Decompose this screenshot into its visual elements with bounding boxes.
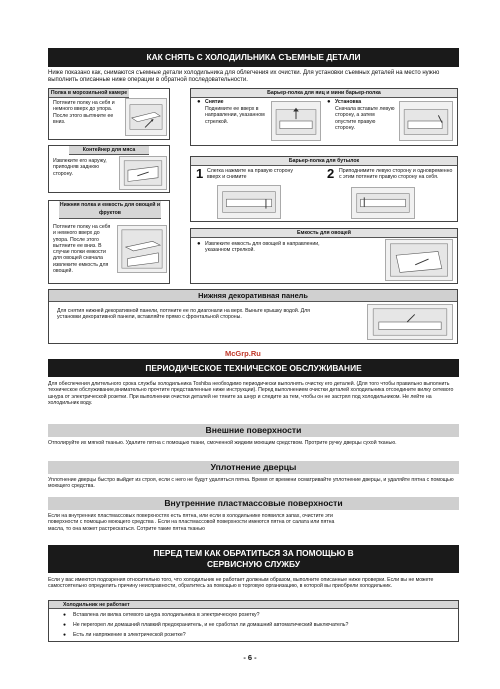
checklist-box bbox=[48, 600, 459, 642]
bottle-rack-step-2-illustration bbox=[351, 187, 415, 219]
lower-shelf-illustration bbox=[117, 225, 167, 273]
lower-panel-text: Для снятия нижней декоративной панели, потяните ее по диагонали на верх. Выньте крышку водой. Для установки декоративной панели, вставляйте прямо с фронтальной стороны. bbox=[57, 308, 310, 321]
egg-rack-removal-title: Снятие bbox=[205, 99, 224, 105]
bottle-rack-step-2-text: Приподнимите левую сторону и одновременно с этим потяните правую сторону на себя. bbox=[339, 168, 453, 181]
plastic-surfaces-text: Если на внутренних пластмассовых поверхностях есть пятна, или если в холодильнике появился запах, очистите эти поверхности с помощью моющего средства . Если на пластмассовой поверхности имеются пятна от салата или пятна масла, то она может растрескаться. Сотрите такие пятна тканью bbox=[48, 513, 335, 532]
checklist-item-2: Не перегорел ли домашний плавкий предохранитель, и не сработал ли домашний автоматический выключатель? bbox=[73, 622, 349, 628]
egg-rack-install-title: Установка bbox=[335, 99, 362, 105]
lower-shelf-text: Потяните полку на себя и немного вверх до упора. После этого вытяните ее вниз. В случае полки емкости для овощей сначала извлеките емкость для овощей. bbox=[53, 224, 111, 275]
door-seal-text: Уплотнение дверцы быстро выйдет из строя, если с него не будут удаляться пятна. Время от времени осматривайте уплотнение дверцы, и удаляйте пятна с помощью моющего средства. bbox=[48, 477, 454, 490]
bottle-rack-step-1-illustration bbox=[217, 185, 281, 219]
section-title-maintenance: ПЕРИОДИЧЕСКОЕ ТЕХНИЧЕСКОЕ ОБСЛУЖИВАНИЕ bbox=[48, 359, 459, 377]
checklist-bullet-3: ● bbox=[63, 632, 67, 638]
freezer-shelf-header: Полка в морозильной камере bbox=[50, 90, 128, 96]
checklist-item-3: Есть ли напряжение в электрической розетке? bbox=[73, 632, 186, 638]
checklist-item-1: Вставлена ли вилка сетевого шнура холодильника в электрическую розетку? bbox=[73, 612, 260, 618]
lower-panel-header: Нижняя декоративная панель bbox=[49, 290, 457, 302]
checklist-bullet-1: ● bbox=[63, 612, 67, 618]
lower-panel-box bbox=[48, 289, 458, 344]
egg-rack-removal-text: Поднимите ее вверх в направлении, указанном стрелкой. bbox=[205, 106, 265, 125]
veg-box-text: Извлеките емкость для овощей в направлении, указанном стрелкой. bbox=[205, 241, 320, 254]
watermark: McGrp.Ru bbox=[225, 349, 261, 358]
bottle-rack-step-2-number: 2 bbox=[327, 166, 335, 181]
outer-surfaces-text: Отполируйте их мягкой тканью. Удалите пятна с помощью ткани, смоченной жидким моющим средством. Протрите ручку дверцы сухой тканью. bbox=[48, 440, 397, 446]
egg-rack-bullet-2: ● bbox=[327, 99, 331, 105]
intro-text: Ниже показано как, снимаются съемные детали холодильника для облегчения их очистки. Для установки съемных деталей на место нужно выполнить описанные ниже операции в обратной последовательности. bbox=[48, 70, 440, 83]
door-seal-heading: Уплотнение дверцы bbox=[48, 461, 459, 474]
meat-container-header: Контейнер для мяса bbox=[69, 146, 149, 155]
checklist-title: Холодильник не работает bbox=[49, 601, 458, 609]
egg-rack-bullet-1: ● bbox=[197, 99, 201, 105]
egg-rack-removal-illustration bbox=[271, 101, 321, 141]
bottle-rack-step-1-number: 1 bbox=[196, 166, 204, 181]
veg-box-bullet: ● bbox=[197, 241, 201, 247]
lower-panel-illustration bbox=[367, 304, 453, 340]
meat-container-text: Извлеките его наружу, приподняв заднюю сторону. bbox=[53, 158, 107, 177]
lower-shelf-header: Нижняя полка и емкость для овощей и фруктов bbox=[59, 201, 161, 219]
section-title-service-line-1: ПЕРЕД ТЕМ КАК ОБРАТИТЬСЯ ЗА ПОМОЩЬЮ В bbox=[153, 548, 354, 558]
freezer-shelf-illustration bbox=[125, 98, 167, 136]
egg-rack-box bbox=[190, 88, 458, 146]
page-number: - 6 - bbox=[243, 653, 257, 662]
meat-container-illustration bbox=[119, 156, 167, 190]
section-title-service bbox=[48, 545, 459, 573]
freezer-shelf-text: Потяните полку на себя и немного вверх до упора. После этого вытяните ее вниз. bbox=[53, 100, 115, 125]
freezer-shelf-box bbox=[48, 88, 170, 140]
veg-box-box bbox=[190, 228, 458, 284]
meat-container-box bbox=[48, 145, 170, 193]
outer-surfaces-heading: Внешние поверхности bbox=[48, 424, 459, 437]
lower-shelf-box bbox=[48, 200, 170, 284]
section-title-removable-parts: КАК СНЯТЬ С ХОЛОДИЛЬНИКА СЪЕМНЫЕ ДЕТАЛИ bbox=[48, 48, 459, 67]
section-title-service-line-2: СЕРВИСНУЮ СЛУЖБУ bbox=[206, 559, 301, 569]
bottle-rack-box bbox=[190, 156, 458, 222]
bottle-rack-step-1-text: Слегка нажмите на правую сторону вверх и снимите bbox=[207, 168, 293, 181]
egg-rack-header: Барьер-полка для яиц и мини барьер-полка bbox=[191, 89, 457, 98]
checklist-bullet-2: ● bbox=[63, 622, 67, 628]
egg-rack-install-illustration bbox=[399, 101, 453, 141]
service-text: Если у вас имеются подозрения относительно того, что холодильник не работает должным образом, выполните описанные ниже проверки. Если вы не можете самостоятельно определить причину неисправности, обратитесь за помощью в торговую организацию, в которой вы приобрели холодильник. bbox=[48, 577, 434, 590]
plastic-surfaces-heading: Внутренние пластмассовые поверхности bbox=[48, 497, 459, 510]
maintenance-text: Для обеспечения длительного срока службы холодильника Toshiba необходимо периодически выполнять очистку его деталей. (Для того чтобы правильно выполнить техническое обслуживание,внимательно прочтите представленные ниже инструкции). Перед выполнением очистки деталей холодильника отсоедините вилку сетевого шнура от электрической розетки. При выполнении очистки деталей не тяните за шнур и следите за тем, чтобы он не застрял под холодильником. Не лейте на холодильник воду. bbox=[48, 381, 454, 406]
veg-box-illustration bbox=[385, 239, 453, 281]
egg-rack-install-text: Сначала вставьте левую сторону, а затем опустите правую сторону. bbox=[335, 106, 395, 131]
bottle-rack-header: Барьер-полка для бутылок bbox=[191, 157, 457, 166]
veg-box-header: Емкость для овощей bbox=[191, 229, 457, 238]
